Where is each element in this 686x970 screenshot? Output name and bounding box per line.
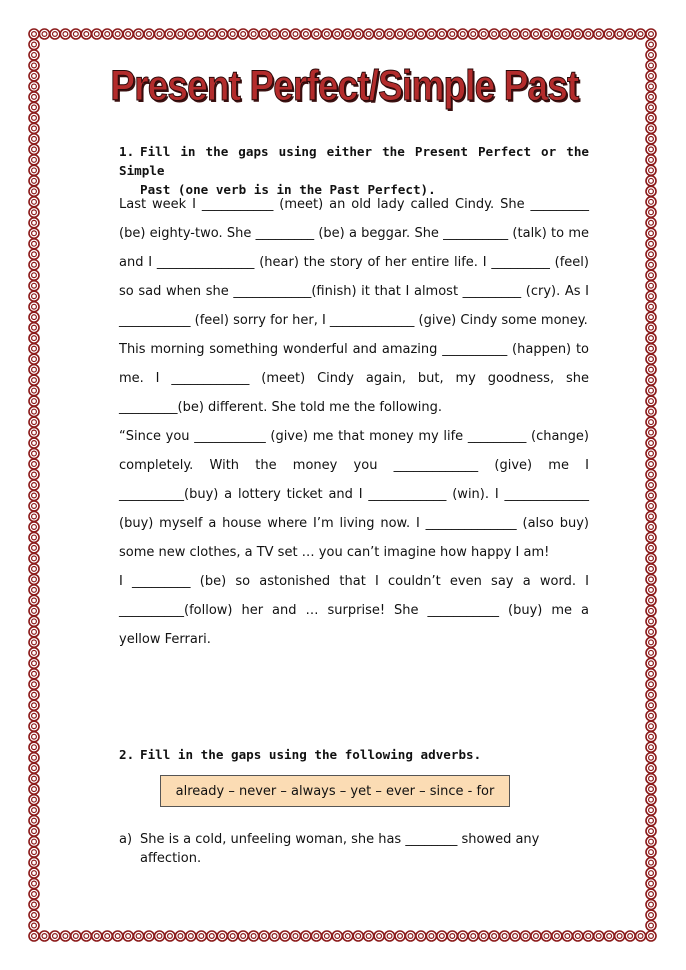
passage-paragraph-1: Last week I ___________ (meet) an old lady called Cindy. She _________ (be) eighty-two. She _________ (be) a beggar. She __________ (talk) to me and I _______________ (hear) the story of her entire life. I _________ (feel) so sad when she ____________(finish) it that I almost _________ (cry). As I ___________ (feel) sorry for her, I _____________ (give) Cindy some money. [119, 197, 589, 328]
section-1-number: 1. [119, 144, 135, 159]
section-1-line-1: Fill in the gaps using either the Present Perfect or the Simple [119, 144, 589, 178]
adverb-word-box [160, 775, 510, 807]
passage-paragraph-4: I _________ (be) so astonished that I couldn’t even say a word. I __________(follow) her and … surprise! She ___________ (buy) me a yellow Ferrari. [119, 574, 589, 647]
section-2-number: 2. [119, 747, 135, 762]
section-1-line-2: Past (one verb is in the Past Perfect). [140, 182, 436, 197]
passage-paragraph-3: “Since you ___________ (give) me that money my life _________ (change) completely. With the money you _____________ (give) me I __________(buy) a lottery ticket and I ____________ (win). I _____________ (buy) myself a house where I’m living now. I ______________ (also buy) some new clothes, a TV set … you can’t imagine how happy I am! [119, 429, 589, 560]
exercise-a-label: a) [119, 832, 133, 847]
section-2-text: Fill in the gaps using the following adverbs. [140, 747, 482, 762]
worksheet-title: Present Perfect/Simple Past [110, 62, 579, 110]
gap-fill-passage [119, 190, 589, 654]
exercise-a-line-1: She is a cold, unfeeling woman, she has ________ showed any [140, 832, 540, 847]
passage-paragraph-2: This morning something wonderful and amazing __________ (happen) to me. I ____________ (meet) Cindy again, but, my goodness, she _________(be) different. She told me the following. [119, 342, 589, 415]
section-2-instruction [119, 745, 589, 764]
adverb-list: already – never – always – yet – ever – since - for [175, 783, 495, 799]
exercise-a [119, 830, 589, 868]
exercise-a-line-2: affection. [140, 851, 202, 866]
